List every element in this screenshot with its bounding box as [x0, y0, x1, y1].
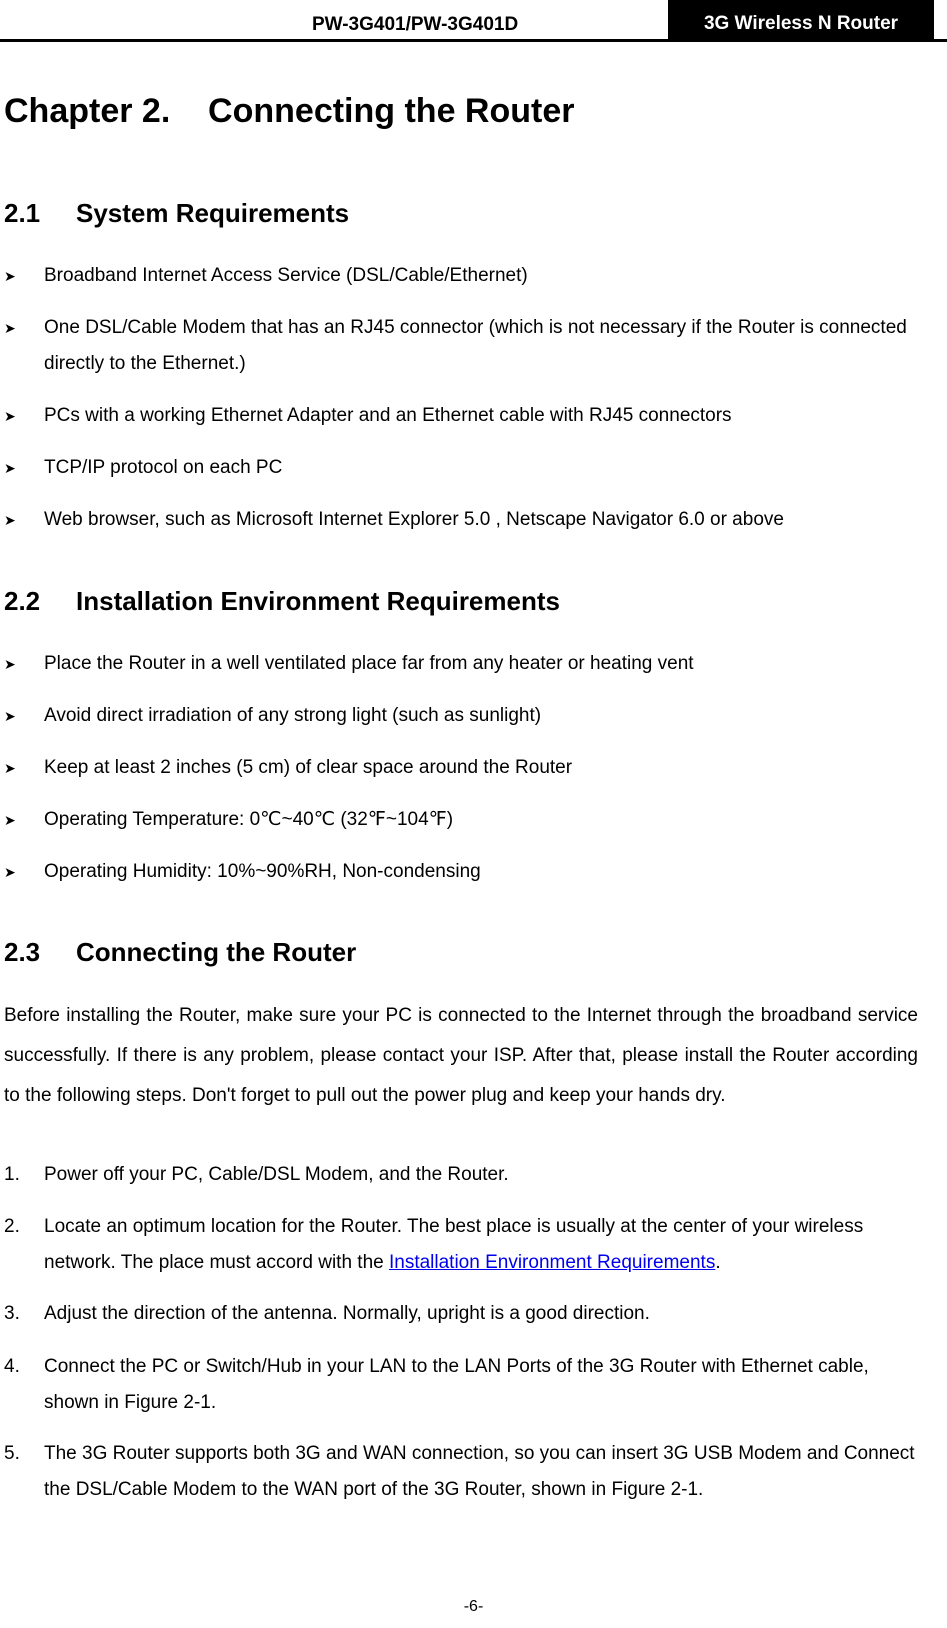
step-item: 2. Locate an optimum location for the Router. The best place is usually at the center of your wireless network. The place must accord with the Installation Environment Requirements.	[4, 1216, 864, 1273]
list-item: ➤ Avoid direct irradiation of any strong light (such as sunlight)	[4, 698, 924, 734]
installation-environment-link[interactable]: Installation Environment Requirements	[388, 1252, 716, 1273]
product-name-tab: 3G Wireless N Router	[668, 0, 934, 40]
section-heading-2-1	[4, 198, 349, 229]
list-item: ➤ Operating Humidity: 10%~90%RH, Non-condensing	[4, 854, 924, 890]
list-item: ➤ Web browser, such as Microsoft Internet Explorer 5.0 , Netscape Navigator 6.0 or above	[4, 502, 924, 538]
list-item: ➤ One DSL/Cable Modem that has an RJ45 connector (which is not necessary if the Router is connected directly to the Ethernet.)	[4, 310, 924, 382]
step-item: 1. Power off your PC, Cable/DSL Modem, and the Router.	[4, 1164, 509, 1185]
page-header	[0, 0, 947, 44]
arrowhead-bullet-icon: ➤	[4, 320, 16, 336]
list-item: ➤ Broadband Internet Access Service (DSL/Cable/Ethernet)	[4, 258, 924, 294]
section-number: 2.1	[4, 198, 41, 228]
section-number: 2.3	[4, 937, 41, 967]
list-item: ➤ Place the Router in a well ventilated place far from any heater or heating vent	[4, 646, 924, 682]
model-number: PW-3G401/PW-3G401D	[312, 14, 519, 35]
section-title: Connecting the Router	[76, 937, 357, 967]
intro-paragraph: Before installing the Router, make sure your PC is connected to the Internet through the broadband service successfully. If there is any problem, please contact your ISP. After that, please install the Router according to the following steps. Don't forget to pull out the power plug and keep your hands dry.	[4, 1005, 918, 1106]
list-item: ➤ Operating Temperature: 0℃~40℃ (32℉~104℉)	[4, 802, 924, 838]
page-number: -6-	[463, 1598, 484, 1615]
arrowhead-bullet-icon: ➤	[4, 812, 16, 828]
section-number: 2.2	[4, 586, 41, 616]
list-item: ➤ PCs with a working Ethernet Adapter and an Ethernet cable with RJ45 connectors	[4, 398, 924, 434]
section-title: Installation Environment Requirements	[76, 586, 560, 616]
list-item: ➤ Keep at least 2 inches (5 cm) of clear space around the Router	[4, 750, 924, 786]
section-title: System Requirements	[76, 198, 350, 228]
section-heading-2-2	[4, 586, 560, 617]
arrowhead-bullet-icon: ➤	[4, 656, 16, 672]
step-item: 4. Connect the PC or Switch/Hub in your LAN to the LAN Ports of the 3G Router with Ethernet cable, shown in Figure 2-1.	[4, 1356, 869, 1413]
arrowhead-bullet-icon: ➤	[4, 760, 16, 776]
chapter-title: Chapter 2. Connecting the Router	[4, 92, 575, 130]
arrowhead-bullet-icon: ➤	[4, 708, 16, 724]
section-heading-2-3	[4, 937, 356, 968]
step-item: 3. Adjust the direction of the antenna. Normally, upright is a good direction.	[4, 1303, 650, 1324]
arrowhead-bullet-icon: ➤	[4, 460, 16, 476]
arrowhead-bullet-icon: ➤	[4, 268, 16, 284]
arrowhead-bullet-icon: ➤	[4, 864, 16, 880]
arrowhead-bullet-icon: ➤	[4, 512, 16, 528]
arrowhead-bullet-icon: ➤	[4, 408, 16, 424]
step-item: 5. The 3G Router supports both 3G and WAN connection, so you can insert 3G USB Modem and Connect the DSL/Cable Modem to the WAN port of the 3G Router, shown in Figure 2-1.	[4, 1443, 915, 1500]
list-item: ➤ TCP/IP protocol on each PC	[4, 450, 924, 486]
header-rule	[0, 39, 947, 42]
